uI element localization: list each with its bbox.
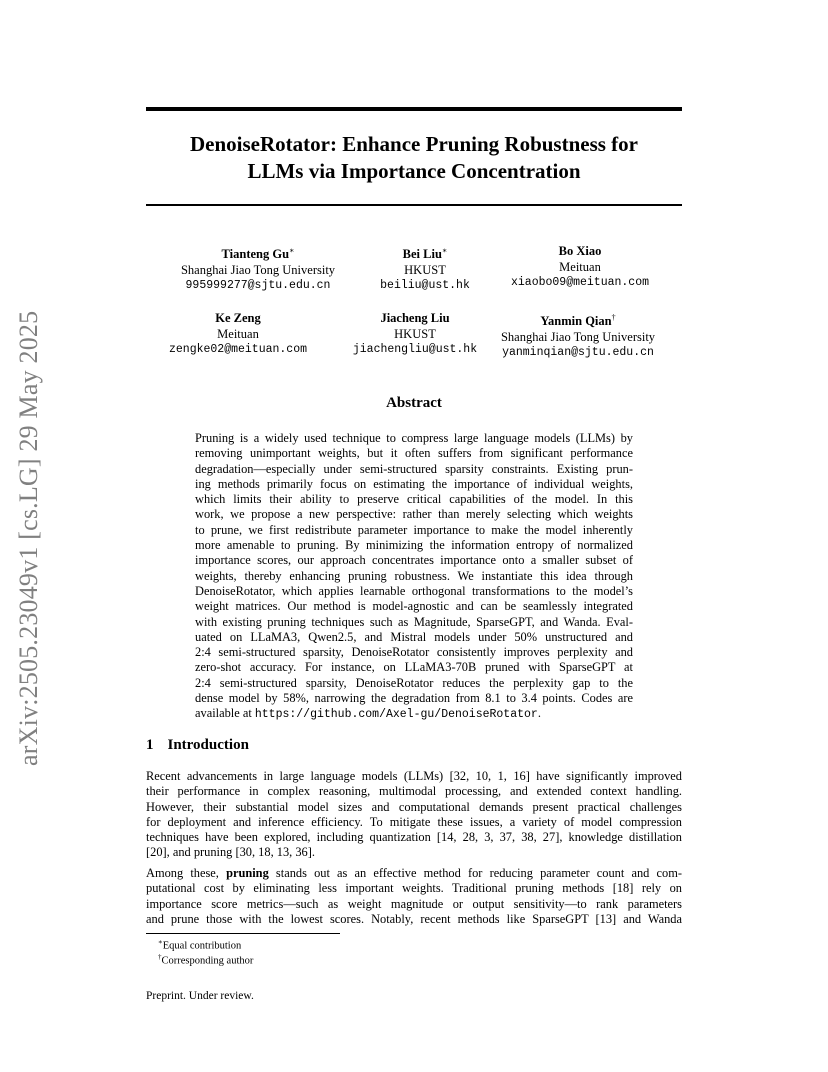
intro-paragraph-1 [146, 769, 682, 861]
title-top-rule [146, 107, 682, 111]
abstract-line: ing methods primarily focus on estimating the importance of individual weights, [195, 476, 633, 491]
footnote-corresponding-author [158, 951, 253, 968]
author-affiliation: Shanghai Jiao Tong University [180, 263, 336, 278]
equal-contribution-mark: ∗ [441, 246, 448, 255]
author-email[interactable]: xiaobo09@meituan.com [510, 276, 650, 289]
paragraph-line: [20], and pruning [30, 18, 13, 36]. [146, 845, 315, 860]
footnote-mark: † [158, 953, 162, 961]
abstract-line: zero-shot accuracy. For instance, on LLaMA3-70B pruned with SparseGPT at [195, 660, 633, 675]
abstract-last-line-prefix: available at [195, 706, 255, 721]
author-block [490, 243, 670, 291]
abstract-last-line [195, 706, 633, 722]
arxiv-identifier-stamp: arXiv:2505.23049v1 [cs.LG] 29 May 2025 [14, 310, 43, 766]
author-email[interactable]: 995999277@sjtu.edu.cn [185, 279, 331, 293]
footnote-rule [146, 933, 340, 934]
author-name: Ke Zeng [215, 311, 261, 325]
code-repository-link[interactable]: https://github.com/Axel-gu/DenoiseRotator [254, 708, 538, 722]
equal-contribution-mark: ∗ [289, 246, 295, 255]
author-affiliation: HKUST [404, 263, 446, 278]
author-name: Bo Xiao [558, 244, 602, 258]
abstract-line: to prune, we first redistribute parameter importance to make the model inherently [195, 522, 633, 537]
author-affiliation: HKUST [394, 327, 436, 341]
author-name: Yanmin Qian [540, 314, 612, 329]
abstract-line: 2:4 semi-structured sparsity, DenoiseRotator consistently improves perplexity and [195, 645, 633, 660]
author-name: Jiacheng Liu [380, 311, 450, 325]
abstract-line: which limits their ability to preserve critical capabilities of the model. In this [195, 492, 633, 507]
paragraph-line: and prune those with the lowest scores. Notably, recent methods like SparseGPT [13] and Wanda [146, 911, 682, 926]
paragraph-text: Among these, [146, 866, 227, 880]
footnote-text: Equal contribution [162, 940, 242, 952]
author-email[interactable]: jiachengliu@ust.hk [352, 343, 478, 356]
abstract-line: uated on LLaMA3, Qwen2.5, and Mistral models under 50% unstructured and [195, 629, 633, 644]
footnote-text: Corresponding author [161, 955, 254, 967]
preprint-notice: Preprint. Under review. [146, 990, 254, 1002]
paragraph-line: Recent advancements in large language models (LLMs) [32, 10, 1, 16] have significantly improved [146, 769, 682, 783]
paragraph-line [146, 866, 682, 881]
title-bottom-rule [146, 204, 682, 206]
abstract-line: with existing pruning techniques such as Magnitude, SparseGPT, and Wanda. Eval- [195, 614, 633, 629]
author-email[interactable]: zengke02@meituan.com [168, 343, 308, 356]
abstract-line: work, we propose a new perspective: rather than merely selecting which weights [195, 507, 633, 522]
author-email[interactable]: yanminqian@sjtu.edu.cn [502, 346, 654, 360]
paper-title [146, 131, 682, 185]
pruning-keyword: pruning [226, 866, 269, 880]
abstract-line: weight matrices. Our method is model-agnostic and can be seamlessly integrated [195, 599, 633, 614]
author-block [350, 243, 500, 294]
abstract-body [195, 431, 633, 723]
footnote-mark: ∗ [158, 938, 163, 946]
paper-title-line-2: LLMs via Importance Concentration [247, 159, 581, 183]
paragraph-line: putational cost by eliminating less important weights. Traditional pruning methods [18] rely on [146, 881, 682, 896]
author-affiliation: Meituan [559, 260, 601, 274]
abstract-line: more amenable to pruning. By minimizing the information entropy of normalized [195, 538, 633, 553]
section-heading-introduction [146, 737, 249, 754]
abstract-last-line-suffix: . [537, 706, 541, 721]
abstract-line: 2:4 semi-structured sparsity, DenoiseRotator reduces the perplexity gap to the [195, 675, 633, 690]
author-block [153, 310, 323, 358]
corresponding-author-mark: † [611, 313, 616, 322]
paragraph-text: stands out as an effective method for reducing parameter count and com- [268, 866, 682, 880]
paragraph-line: their performance in complex reasoning, multimodal processing, and extended context handling. [146, 784, 682, 799]
abstract-line: DenoiseRotator, which applies learnable orthogonal transformations to the model’s [195, 583, 633, 598]
abstract-line: degradation—especially under semi-structured sparsity constraints. Existing prun- [195, 461, 633, 476]
author-block [488, 310, 668, 361]
abstract-line: importance scores, our approach concentrates importance onto a smaller subset of [195, 553, 633, 568]
author-affiliation: Shanghai Jiao Tong University [500, 330, 656, 345]
author-email[interactable]: beiliu@ust.hk [380, 279, 470, 293]
paragraph-line: techniques have been explored, including quantization [14, 28, 3, 37, 38, 27], knowledge distillation [146, 830, 682, 845]
paper-title-line-1: DenoiseRotator: Enhance Pruning Robustness for [189, 132, 638, 156]
author-block [158, 243, 358, 294]
intro-paragraph-2 [146, 866, 682, 927]
author-name: Bei Liu [402, 247, 442, 262]
abstract-heading: Abstract [386, 395, 442, 411]
section-title: Introduction [167, 737, 249, 753]
abstract-line: dense model by 58%, narrowing the degradation from 8.1 to 3.4 points. Codes are [195, 691, 633, 706]
abstract-line: Pruning is a widely used technique to compress large language models (LLMs) by [195, 431, 633, 445]
author-block [330, 310, 500, 358]
author-affiliation: Meituan [217, 327, 259, 341]
abstract-line: removing unimportant weights, but it often suffers from significant performance [195, 446, 633, 461]
paragraph-line: importance score metrics—such as weight magnitude or output sensitivity—to rank parameters [146, 896, 682, 911]
paragraph-line: However, their substantial model sizes and computational demands present practical challenges [146, 799, 682, 814]
paragraph-line: for deployment and inference efficiency. To mitigate these issues, a variety of model compression [146, 814, 682, 829]
abstract-line: weights, thereby enhancing pruning robustness. We instantiate this idea through [195, 568, 633, 583]
author-name: Tianteng Gu [221, 247, 290, 262]
section-number: 1 [146, 737, 154, 753]
